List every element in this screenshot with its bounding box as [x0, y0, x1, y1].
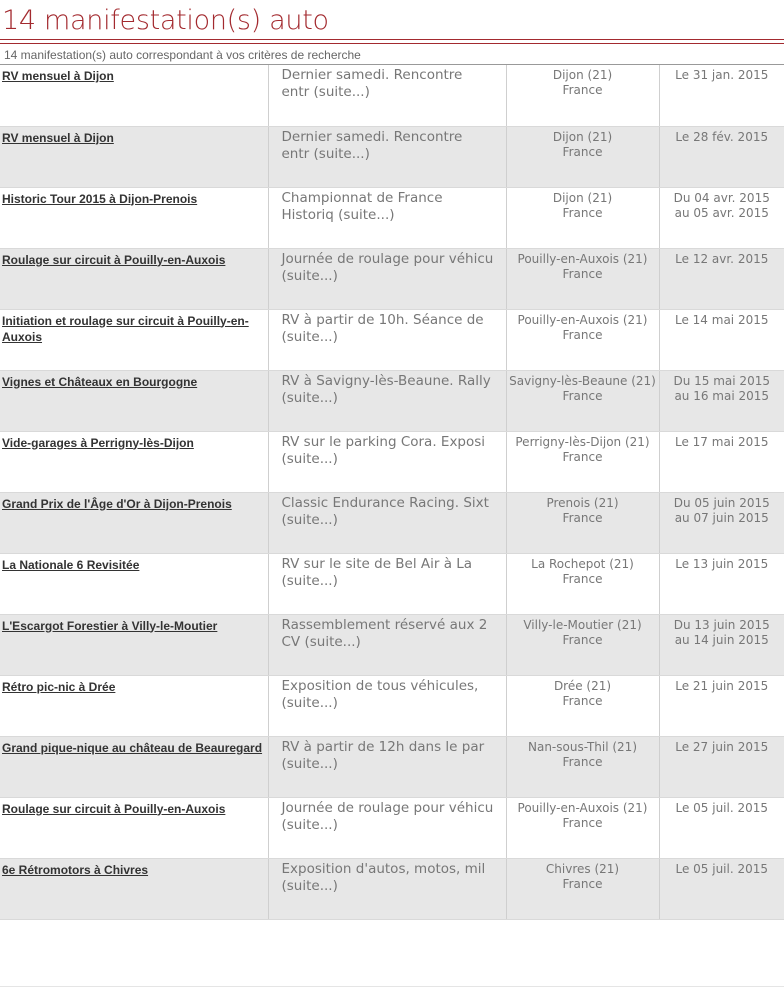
event-city: Nan-sous-Thil (21)	[528, 739, 637, 754]
event-location-cell	[506, 187, 659, 248]
event-description-cell	[268, 248, 506, 309]
event-location	[507, 127, 659, 160]
event-date	[660, 615, 784, 648]
event-location-cell	[506, 248, 659, 309]
event-date-start: Le 28 fév. 2015	[675, 129, 769, 144]
read-more-link[interactable]: (suite...)	[281, 694, 338, 711]
event-row	[0, 736, 784, 797]
event-description-cell	[268, 736, 506, 797]
event-description-cell	[268, 614, 506, 675]
event-title-cell	[0, 431, 268, 492]
event-location-cell	[506, 858, 659, 919]
event-title-link[interactable]: Rétro pic-nic à Drée	[2, 679, 116, 694]
event-location-cell	[506, 370, 659, 431]
event-description: Journée de roulage pour véhicu (suite...)	[281, 799, 494, 833]
event-country: France	[562, 327, 603, 342]
event-date	[660, 65, 784, 83]
event-country: France	[562, 571, 603, 586]
event-country: France	[562, 144, 603, 159]
events-table	[0, 65, 784, 920]
event-location-cell	[506, 797, 659, 858]
event-location	[507, 249, 659, 282]
event-date	[660, 188, 784, 221]
event-row	[0, 187, 784, 248]
event-city: Dijon (21)	[552, 68, 613, 82]
event-city: Pouilly-en-Auxois (21)	[517, 800, 648, 815]
event-title-cell	[0, 126, 268, 187]
event-location	[507, 310, 659, 343]
result-summary: 14 manifestation(s) auto correspondant à vos critères de recherche	[0, 44, 784, 65]
event-description-cell	[268, 858, 506, 919]
event-title-link[interactable]: RV mensuel à Dijon	[2, 69, 114, 83]
event-date-cell	[659, 614, 784, 675]
event-location-cell	[506, 65, 659, 126]
event-title-link[interactable]: Roulage sur circuit à Pouilly-en-Auxois	[2, 252, 226, 267]
read-more-link[interactable]: (suite...)	[281, 511, 338, 528]
event-title-link[interactable]: RV mensuel à Dijon	[2, 130, 114, 145]
event-date	[660, 554, 784, 572]
event-date-cell	[659, 553, 784, 614]
event-city: Drée (21)	[553, 678, 612, 693]
event-description: RV à Savigny-lès-Beaune. Rally (suite...)	[281, 372, 491, 406]
event-location	[507, 859, 659, 892]
event-location-cell	[506, 614, 659, 675]
read-more-link[interactable]: (suite...)	[281, 816, 338, 833]
event-location-cell	[506, 553, 659, 614]
event-location	[507, 371, 659, 404]
event-description-cell	[268, 309, 506, 370]
event-row	[0, 492, 784, 553]
event-country: France	[562, 632, 603, 647]
read-more-link[interactable]: (suite...)	[281, 328, 338, 345]
event-date	[660, 798, 784, 816]
event-description: RV à partir de 10h. Séance de (suite...)	[281, 311, 484, 345]
read-more-link[interactable]: (suite...)	[304, 633, 361, 650]
event-row	[0, 248, 784, 309]
event-row	[0, 553, 784, 614]
event-location	[507, 676, 659, 709]
event-location	[507, 188, 659, 221]
event-description-cell	[268, 187, 506, 248]
event-title-cell	[0, 187, 268, 248]
read-more-link[interactable]: (suite...)	[281, 267, 338, 284]
event-country: France	[562, 266, 603, 281]
read-more-link[interactable]: (suite...)	[281, 572, 338, 589]
event-date-start: Le 05 juil. 2015	[675, 800, 769, 815]
event-title-cell	[0, 309, 268, 370]
event-description: Journée de roulage pour véhicu (suite...)	[281, 250, 494, 284]
event-title-link[interactable]: Initiation et roulage sur circuit à Pouilly-en-Auxois	[2, 313, 249, 344]
event-description: Exposition de tous véhicules, (suite...)	[281, 677, 479, 711]
event-date-start: Du 13 juin 2015	[673, 617, 770, 632]
event-date-start: Le 21 juin 2015	[675, 678, 769, 693]
event-title-cell	[0, 797, 268, 858]
event-row	[0, 309, 784, 370]
event-location	[507, 737, 659, 770]
event-date-end: au 16 mai 2015	[674, 388, 770, 403]
event-title-link[interactable]: Vide-garages à Perrigny-lès-Dijon	[2, 435, 194, 450]
event-country: France	[562, 754, 603, 769]
event-location	[507, 798, 659, 831]
event-city: La Rochepot (21)	[531, 556, 634, 571]
read-more-link[interactable]: (suite...)	[338, 206, 395, 223]
event-row	[0, 431, 784, 492]
event-date-cell	[659, 858, 784, 919]
event-row	[0, 614, 784, 675]
event-location	[507, 432, 659, 465]
event-description: Dernier samedi. Rencontre entr (suite...)	[281, 128, 463, 162]
event-country: France	[562, 205, 603, 220]
event-title-link[interactable]: La Nationale 6 Revisitée	[2, 557, 140, 572]
event-description: Rassemblement réservé aux 2 CV (suite...)	[281, 616, 488, 650]
event-country: France	[562, 693, 603, 708]
event-city: Pouilly-en-Auxois (21)	[517, 251, 648, 266]
event-title-link[interactable]: L'Escargot Forestier à Villy-le-Moutier	[2, 618, 218, 633]
event-country: France	[562, 510, 603, 525]
event-city: Perrigny-lès-Dijon (21)	[515, 434, 650, 449]
event-title-link[interactable]: Vignes et Châteaux en Bourgogne	[2, 374, 198, 389]
event-date-cell	[659, 492, 784, 553]
event-description-cell	[268, 126, 506, 187]
event-location-cell	[506, 736, 659, 797]
event-location-cell	[506, 309, 659, 370]
event-date-start: Du 05 juin 2015	[673, 495, 770, 510]
event-city: Savigny-lès-Beaune (21)	[509, 373, 656, 388]
event-location-cell	[506, 492, 659, 553]
event-date-cell	[659, 675, 784, 736]
event-date-start: Du 04 avr. 2015	[673, 190, 770, 205]
event-title-link[interactable]: Historic Tour 2015 à Dijon-Prenois	[2, 191, 198, 206]
event-location	[507, 65, 659, 98]
event-country: France	[562, 449, 603, 464]
event-row	[0, 797, 784, 858]
event-city: Chivres (21)	[545, 861, 620, 876]
events-table-body	[0, 65, 784, 919]
event-city: Villy-le-Moutier (21)	[523, 617, 642, 632]
event-location	[507, 493, 659, 526]
event-location-cell	[506, 431, 659, 492]
event-date-cell	[659, 431, 784, 492]
read-more-link[interactable]: (suite...)	[281, 877, 338, 894]
event-date	[660, 859, 784, 877]
event-title-link[interactable]: Grand pique-nique au château de Beauregard	[2, 740, 263, 755]
event-description: Exposition d'autos, motos, mil (suite...)	[281, 860, 486, 894]
event-date-end: au 07 juin 2015	[674, 510, 769, 525]
read-more-link[interactable]: (suite...)	[281, 450, 338, 467]
event-description: RV sur le parking Cora. Exposi (suite...)	[281, 433, 486, 467]
event-date-cell	[659, 126, 784, 187]
event-date-start: Le 14 mai 2015	[675, 312, 769, 327]
event-title-cell	[0, 675, 268, 736]
event-date	[660, 249, 784, 267]
event-title-link[interactable]: Roulage sur circuit à Pouilly-en-Auxois	[2, 801, 226, 816]
page-title: 14 manifestation(s) auto	[2, 5, 329, 36]
event-date-end: au 05 avr. 2015	[674, 205, 769, 220]
event-country: France	[562, 83, 603, 97]
event-description-cell	[268, 65, 506, 126]
event-date-start: Le 05 juil. 2015	[675, 861, 769, 876]
event-date	[660, 310, 784, 328]
event-row	[0, 126, 784, 187]
event-date-start: Le 31 jan. 2015	[675, 68, 769, 82]
event-date-cell	[659, 65, 784, 126]
event-date	[660, 676, 784, 694]
event-date-cell	[659, 187, 784, 248]
event-description-cell	[268, 797, 506, 858]
event-title-link[interactable]: Grand Prix de l'Âge d'Or à Dijon-Prenois	[2, 496, 232, 511]
event-title-cell	[0, 65, 268, 126]
event-date-start: Le 12 avr. 2015	[675, 251, 769, 266]
event-date-start: Du 15 mai 2015	[673, 373, 770, 388]
event-date-start: Le 13 juin 2015	[675, 556, 769, 571]
event-row	[0, 65, 784, 126]
event-date-start: Le 17 mai 2015	[675, 434, 769, 449]
event-row	[0, 370, 784, 431]
event-date-start: Le 27 juin 2015	[675, 739, 769, 754]
event-location-cell	[506, 675, 659, 736]
event-city: Pouilly-en-Auxois (21)	[517, 312, 648, 327]
event-description: Classic Endurance Racing. Sixt (suite...)	[281, 494, 489, 528]
read-more-link[interactable]: (suite...)	[281, 389, 338, 406]
event-date-cell	[659, 309, 784, 370]
read-more-link[interactable]: (suite...)	[313, 145, 370, 162]
event-date	[660, 493, 784, 526]
bottom-divider	[0, 986, 784, 987]
title-divider	[0, 39, 784, 40]
event-description: RV à partir de 12h dans le par (suite...)	[281, 738, 485, 772]
event-description: Dernier samedi. Rencontre entr (suite...)	[281, 67, 463, 100]
read-more-link[interactable]: (suite...)	[281, 755, 338, 772]
read-more-link[interactable]: (suite...)	[313, 84, 370, 100]
event-city: Prenois (21)	[546, 495, 619, 510]
event-country: France	[562, 876, 603, 891]
event-country: France	[562, 815, 603, 830]
event-description-cell	[268, 370, 506, 431]
event-date	[660, 737, 784, 755]
event-title-link[interactable]: 6e Rétromotors à Chivres	[2, 862, 149, 877]
event-description-cell	[268, 553, 506, 614]
event-description-cell	[268, 431, 506, 492]
event-country: France	[562, 388, 603, 403]
event-description-cell	[268, 492, 506, 553]
event-description-cell	[268, 675, 506, 736]
event-date-cell	[659, 248, 784, 309]
event-date-end: au 14 juin 2015	[674, 632, 769, 647]
event-date	[660, 432, 784, 450]
event-title-cell	[0, 736, 268, 797]
event-date-cell	[659, 370, 784, 431]
event-location-cell	[506, 126, 659, 187]
event-description: RV sur le site de Bel Air à La (suite...)	[281, 555, 473, 589]
event-date-cell	[659, 797, 784, 858]
event-row	[0, 858, 784, 919]
event-title-cell	[0, 248, 268, 309]
event-title-cell	[0, 492, 268, 553]
event-location	[507, 615, 659, 648]
event-date	[660, 371, 784, 404]
event-date-cell	[659, 736, 784, 797]
event-description: Championnat de France Historiq (suite...)	[281, 189, 443, 223]
event-title-cell	[0, 553, 268, 614]
event-city: Dijon (21)	[552, 129, 613, 144]
event-location	[507, 554, 659, 587]
event-title-cell	[0, 370, 268, 431]
event-title-cell	[0, 858, 268, 919]
event-date	[660, 127, 784, 145]
event-row	[0, 675, 784, 736]
event-title-cell	[0, 614, 268, 675]
event-city: Dijon (21)	[552, 190, 613, 205]
